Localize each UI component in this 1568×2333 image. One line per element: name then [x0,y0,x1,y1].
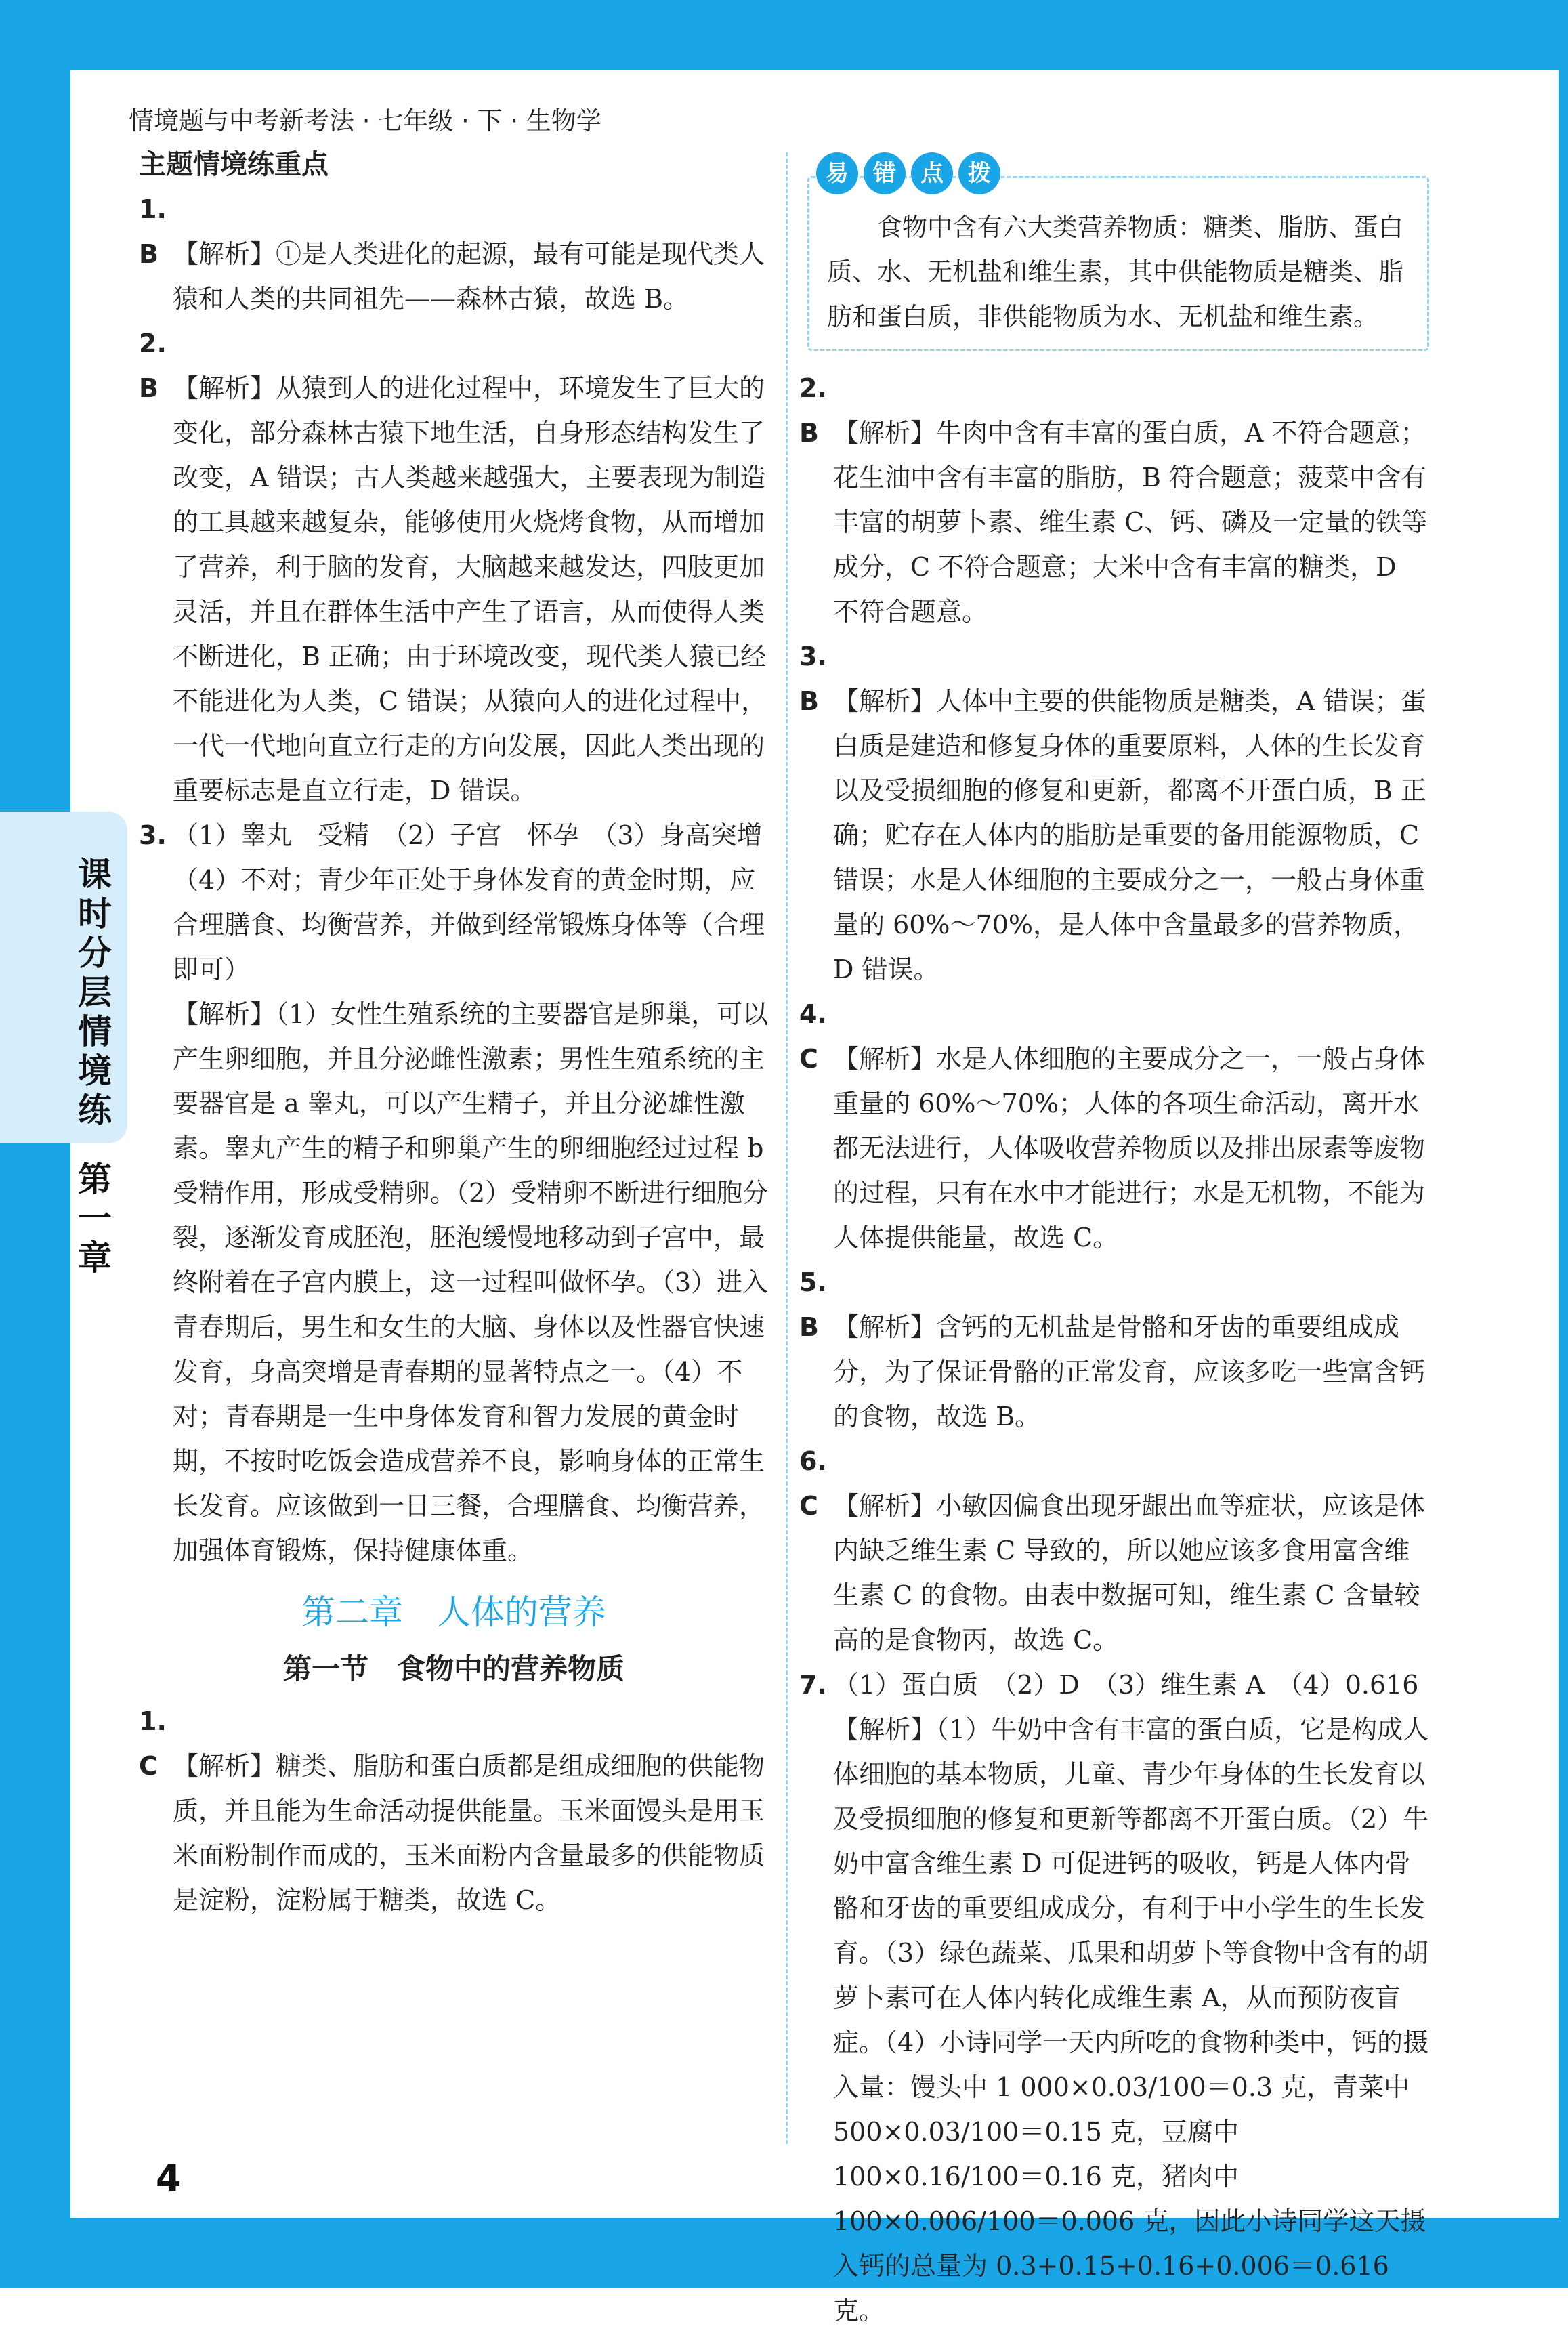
answer-list [799,366,1429,2333]
right-border [1559,0,1568,2288]
answer-text: （1）睾丸 受精 （2）子宫 怀孕 （3）身高突增 （4）不对；青少年正处于身体发育的黄金时期，应合理膳食、均衡营养，并做到经常锻炼身体等（合理即可） [173,820,788,984]
answer-text: 【解析】人体中主要的供能物质是糖类，A 错误；蛋白质是建造和修复身体的重要原料，人体的生长发育以及受损细胞的修复和更新，都离不开蛋白质，B 正确；贮存在人体内的脂肪是重要的备用能源物质，C 错误；水是人体细胞的主要成分之一，一般占身体重量的 60%～70%，是人体中含量最多的营养物质，D 错误。 [833,686,1427,984]
answer-number: 2. B [139,329,167,403]
page-number: 4 [156,2157,182,2200]
answer-item [799,1662,1429,1707]
answer-item [799,1439,1429,1662]
answer-item [799,634,1429,992]
tip-badges [816,152,1000,194]
answer-item [139,813,788,992]
answer-number: 6. C [799,1446,827,1521]
left-border [0,0,70,2288]
answer-item [799,992,1429,1260]
answer-text: 【解析】小敏因偏食出现牙龈出血等症状，应该是体内缺乏维生素 C 导致的，所以她应该多食用富含维生素 C 的食物。由表中数据可知，维生素 C 含量较高的是食物丙，故选 C。 [833,1491,1426,1655]
answer-text: 【解析】水是人体细胞的主要成分之一，一般占身体重量的 60%～70%；人体的各项生命活动，离开水都无法进行，人体吸收营养物质以及排出尿素等废物的过程，只有在水中才能进行；水是无机物，不能为人体提供能量，故选 C。 [833,1044,1426,1253]
answer-item [139,1699,769,1922]
answer-number: 5. B [799,1267,827,1342]
left-column [139,142,788,1922]
answer-analysis: 【解析】（1）牛奶中含有丰富的蛋白质，它是构成人体细胞的基本物质，儿童、青少年身体的生长发育以及受损细胞的修复和更新等都离不开蛋白质。（2）牛奶中富含维生素 D 可促进钙的吸收，钙是人体内骨骼和牙齿的重要组成成分，有利于中小学生的生长发育。（3）绿色蔬菜、瓜果和胡萝卜等食物中含有的胡萝卜素可在人体内转化成维生素 A，从而预防夜盲症。（4）小诗同学一天内所吃的食物种类中，钙的摄入量：馒头中 1 000×0.03/100＝0.3 克，青菜中 500×0.03/100＝0.15 克，豆腐中 100×0.16/100＝0.16 克，猪肉中 100×0.006/100＝0.006 克，因此小诗同学这天摄入钙的总量为 0.3+0.15+0.16+0.006＝0.616 克。 [833,1715,1429,2326]
answer-number: 3. B [799,642,827,716]
tip-badge: 点 [911,152,953,194]
answer-text: 【解析】①是人类进化的起源，最有可能是现代类人猿和人类的共同祖先——森林古猿，故选 B。 [173,239,765,314]
side-chapter-label: 第一章 [78,1160,112,1278]
answer-text: （1）蛋白质 （2）D （3）维生素 A （4）0.616 [833,1670,1419,1700]
tip-text: 食物中含有六大类营养物质：糖类、脂肪、蛋白质、水、无机盐和维生素，其中供能物质是糖类、脂肪和蛋白质，非供能物质为水、无机盐和维生素。 [827,213,1403,331]
answer-text: 【解析】牛肉中含有丰富的蛋白质，A 不符合题意；花生油中含有丰富的脂肪，B 符合题意；菠菜中含有丰富的胡萝卜素、维生素 C、钙、磷及一定量的铁等成分，C 不符合题意；大米中含有丰富的糖类，D 不符合题意。 [833,418,1428,627]
top-border [0,0,1568,70]
answer-number: 1. C [139,1706,167,1781]
tip-box [807,160,1429,351]
answer-analysis: 【解析】（1）女性生殖系统的主要器官是卵巢，可以产生卵细胞，并且分泌雌性激素；男性生殖系统的主要器官是 a 睾丸，可以产生精子，并且分泌雄性激素。睾丸产生的精子和卵巢产生的卵细胞经过过程 b 受精作用，形成受精卵。（2）受精卵不断进行细胞分裂，逐渐发育成胚泡，胚泡缓慢地移动到子宫中，最终附着在子宫内膜上，这一过程叫做怀孕。（3）进入青春期后，男生和女生的大脑、身体以及性器官快速发育，身高突增是青春期的显著特点之一。（4）不对；青春期是一生中身体发育和智力发展的黄金时期，不按时吃饭会造成营养不良，影响身体的正常生长发育。应该做到一日三餐，合理膳食、均衡营养，加强体育锻炼，保持健康体重。 [173,999,769,1565]
tip-badge: 易 [816,152,858,194]
answer-item [799,366,1429,634]
answer-text: 【解析】糖类、脂肪和蛋白质都是组成细胞的供能物质，并且能为生命活动提供能量。玉米面馒头是用玉米面粉制作而成的，玉米面粉内含量最多的供能物质是淀粉，淀粉属于糖类，故选 C。 [173,1751,765,1915]
answer-number: 4. C [799,999,827,1074]
section-title: 第一节 食物中的营养物质 [282,1652,624,1685]
tip-badge: 拨 [958,152,1000,194]
answer-text: 【解析】从猿到人的进化过程中，环境发生了巨大的变化，部分森林古猿下地生活，自身形态结构发生了改变，A 错误；古人类越来越强大，主要表现为制造的工具越来越复杂，能够使用火烧烤食物，从而增加了营养，利于脑的发育，大脑越来越发达，四肢更加灵活，并且在群体生活中产生了语言，从而使得人类不断进化，B 正确；由于环境改变，现代类人猿已经不能进化为人类，C 错误；从猿向人的进化过程中，一代一代地向直立行走的方向发展，因此人类出现的重要标志是直立行走，D 错误。 [173,373,767,805]
answer-item [799,1260,1429,1439]
answer-list [139,187,788,1573]
answer-list [139,1699,769,1922]
answer-number: 7. [799,1670,827,1700]
chapter-title: 第二章 人体的营养 [301,1593,606,1632]
right-column [799,144,1429,2333]
answer-number: 2. B [799,373,827,448]
answer-item [139,187,769,321]
answer-item [139,321,769,813]
running-header: 情境题与中考新考法 · 七年级 · 下 · 生物学 [129,106,601,135]
tip-badge: 错 [864,152,906,194]
answer-number: 3. [139,820,167,850]
section-heading: 主题情境练重点 [139,149,329,180]
side-tab-label: 课时分层情境练 [78,855,112,1130]
answer-text: 【解析】含钙的无机盐是骨骼和牙齿的重要组成成分，为了保证骨骼的正常发育，应该多吃一些富含钙的食物，故选 B。 [833,1312,1426,1431]
answer-number: 1. B [139,194,167,269]
column-divider [786,152,788,2144]
